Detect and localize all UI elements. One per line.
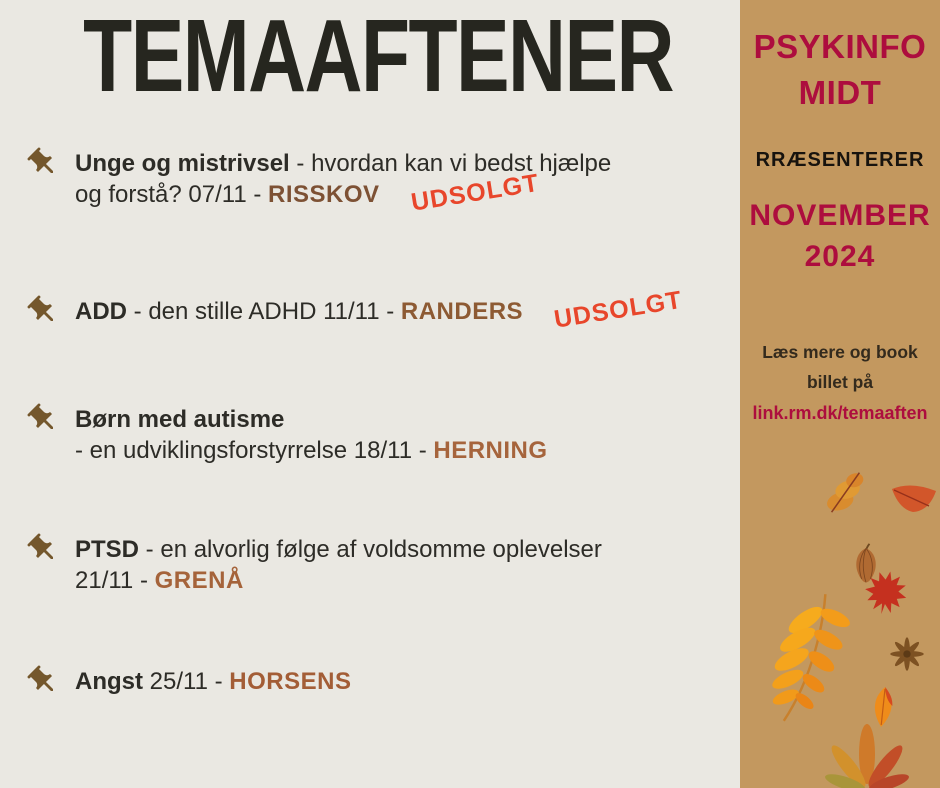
event-text-segment: ADD	[75, 298, 127, 325]
booking-link[interactable]: link.rm.dk/temaaften	[752, 403, 928, 424]
event-text-segment: Børn med autisme	[75, 406, 285, 433]
event-city: GRENÅ	[154, 567, 244, 594]
month-year	[740, 196, 940, 277]
event-text-segment: Angst	[75, 668, 143, 695]
brand-line1: PSYKINFO	[753, 28, 927, 65]
event-text-segment: 25/11 -	[143, 668, 230, 695]
page-title-text: TEMAAFTENER	[83, 0, 674, 113]
event-text-segment: - den stille ADHD 11/11 -	[127, 298, 401, 325]
event-item	[26, 285, 705, 334]
event-item	[26, 148, 705, 217]
cta-text	[740, 337, 940, 429]
event-text	[75, 285, 705, 334]
event-text-segment: PTSD	[75, 536, 140, 563]
event-text-segment: Unge og mistrivsel	[75, 150, 290, 177]
cta-line2: billet på	[806, 372, 874, 393]
cta-line1: Læs mere og book	[762, 342, 918, 363]
event-text	[75, 148, 705, 217]
soldout-badge: UDSOLGT	[552, 285, 685, 334]
event-text-segment: og forstå? 07/11 -	[75, 181, 269, 208]
event-text-segment: - hvordan kan vi bedst hjælpe	[289, 150, 612, 177]
pushpin-icon	[26, 664, 62, 700]
pushpin-icon	[26, 294, 62, 330]
event-text	[75, 404, 705, 466]
pushpin-icon	[26, 146, 62, 182]
event-text-segment: - en udviklingsforstyrrelse 18/11 -	[75, 437, 434, 464]
event-city: RISSKOV	[268, 181, 380, 208]
brand-name	[740, 24, 940, 115]
soldout-badge: UDSOLGT	[408, 168, 541, 217]
event-text-segment: 21/11 -	[75, 567, 155, 594]
presents-label: RRÆSENTERER	[755, 149, 925, 172]
year-label: 2024	[804, 239, 876, 273]
event-item	[26, 666, 705, 700]
event-city: HERNING	[433, 437, 548, 464]
event-city: RANDERS	[400, 298, 524, 325]
event-text	[75, 534, 705, 596]
event-item	[26, 404, 705, 466]
sidebar	[740, 0, 940, 788]
event-item	[26, 534, 705, 596]
pushpin-icon	[26, 532, 62, 568]
brand-line2: MIDT	[798, 73, 882, 111]
month-label: NOVEMBER	[749, 199, 931, 233]
pushpin-icon	[26, 402, 62, 438]
event-text-segment: - en alvorlig følge af voldsomme oplevelser	[139, 536, 602, 563]
event-city: HORSENS	[229, 668, 352, 695]
event-text	[75, 666, 705, 697]
